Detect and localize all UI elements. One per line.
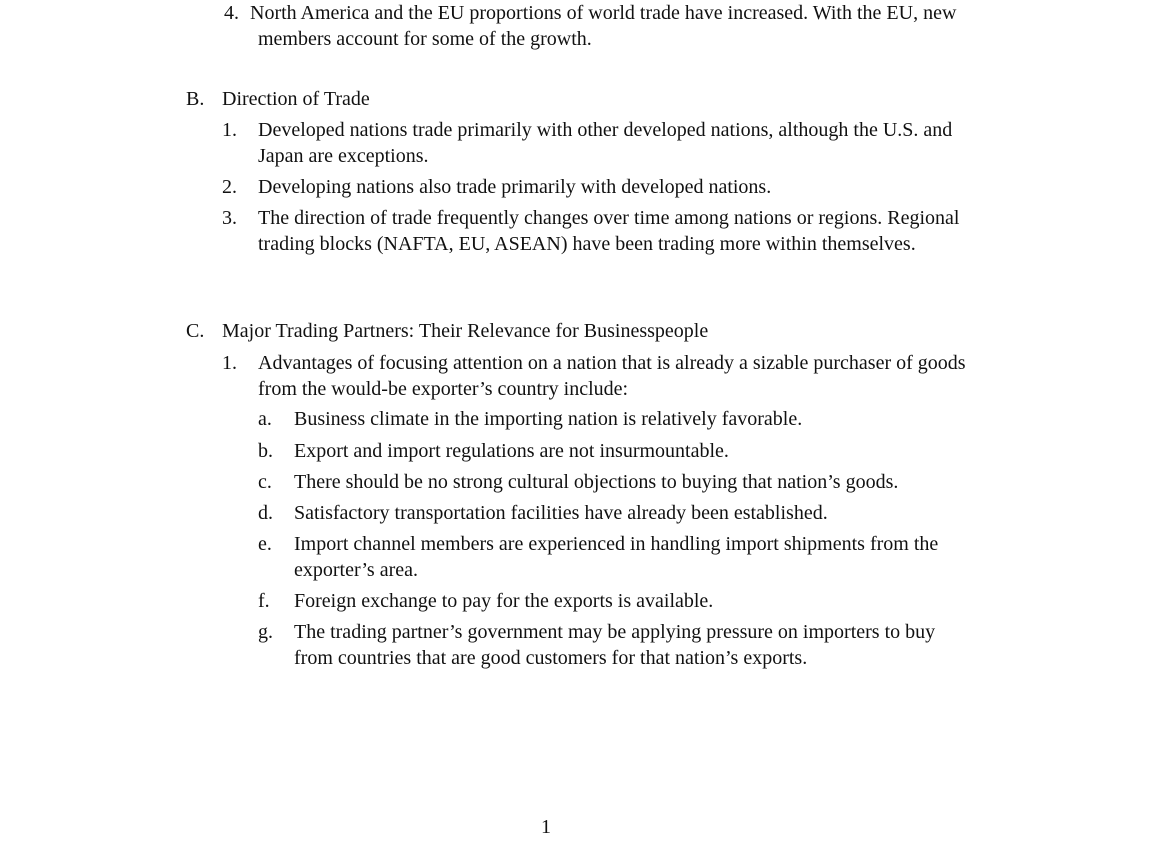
- section-heading-text: Direction of Trade: [222, 88, 370, 110]
- list-item-text: Import channel members are experienced in handling import shipments from the exporter’s area.: [294, 533, 939, 581]
- list-item-text: The direction of trade frequently changes over time among nations or regions. Regional trading blocks (NAFTA, EU, ASEAN) have been trading more within themselves.: [258, 207, 960, 255]
- section-heading-text: Major Trading Partners: Their Relevance for Businesspeople: [222, 320, 709, 342]
- list-item-text: North America and the EU proportions of world trade have increased. With the EU, new members account for some of the growth.: [250, 2, 957, 50]
- sub-list-item: [258, 500, 988, 526]
- sub-list-item: [258, 588, 988, 614]
- list-marker: e.: [258, 533, 272, 555]
- list-marker: f.: [258, 590, 270, 612]
- list-item: [222, 117, 982, 169]
- list-item: [222, 350, 982, 402]
- section-heading-major-trading-partners: [186, 318, 986, 344]
- section-marker: C.: [186, 320, 205, 342]
- sub-list-item: [258, 406, 988, 432]
- list-marker: 3.: [222, 207, 237, 229]
- sub-list-item: [258, 438, 988, 464]
- list-marker: 1.: [222, 119, 237, 141]
- list-item-text: Advantages of focusing attention on a nation that is already a sizable purchaser of goods from the would-be exporter’s country include:: [258, 352, 966, 400]
- list-marker: d.: [258, 502, 273, 524]
- list-item-text: Business climate in the importing nation is relatively favorable.: [294, 408, 803, 430]
- page-number: 1: [541, 816, 551, 838]
- list-item-text: Satisfactory transportation facilities have already been established.: [294, 502, 828, 524]
- list-item: [222, 205, 962, 257]
- list-marker: a.: [258, 408, 272, 430]
- list-item: [222, 174, 982, 200]
- list-item-text: There should be no strong cultural objections to buying that nation’s goods.: [294, 471, 899, 493]
- list-marker: 4.: [224, 2, 239, 24]
- list-marker: g.: [258, 621, 273, 643]
- list-item-text: Developed nations trade primarily with other developed nations, although the U.S. and Japan are exceptions.: [258, 119, 953, 167]
- list-item-north-america: [222, 0, 982, 52]
- list-item-text: Foreign exchange to pay for the exports is available.: [294, 590, 714, 612]
- list-marker: 1.: [222, 352, 237, 374]
- section-marker: B.: [186, 88, 205, 110]
- sub-list-item: [258, 619, 978, 671]
- list-item-text: Developing nations also trade primarily with developed nations.: [258, 176, 772, 198]
- list-marker: b.: [258, 440, 273, 462]
- sub-list-item: [258, 531, 988, 583]
- list-item-text: Export and import regulations are not insurmountable.: [294, 440, 729, 462]
- list-marker: c.: [258, 471, 272, 493]
- list-item-text: The trading partner’s government may be applying pressure on importers to buy from countries that are good customers for that nation’s exports.: [294, 621, 936, 669]
- sub-list-item: [258, 469, 988, 495]
- section-heading-direction-of-trade: [186, 86, 986, 112]
- list-marker: 2.: [222, 176, 237, 198]
